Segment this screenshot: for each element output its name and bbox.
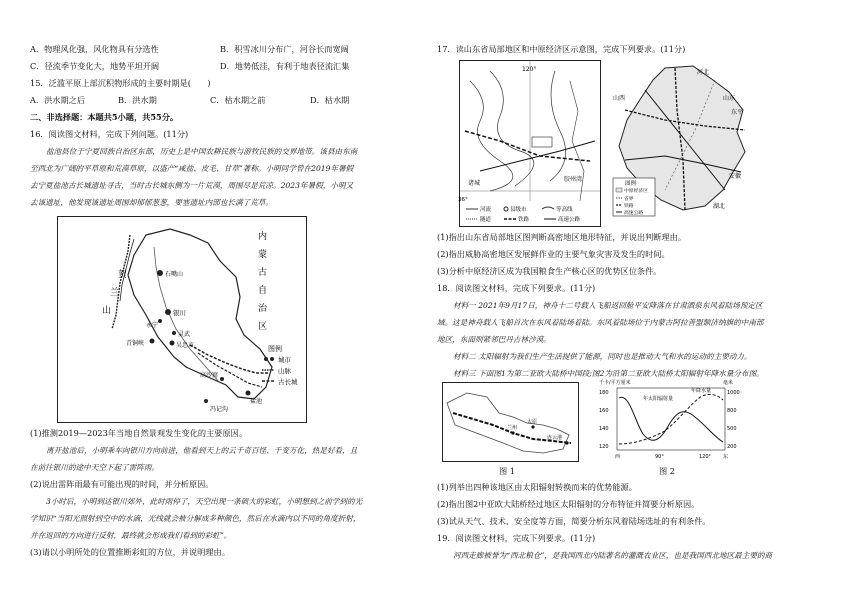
region-label-inner-mongolia: 蒙 [258,250,268,260]
q19-text: 河西走廊被誉为“西北粮仓”，是我国西北内陆著名的灌溉农业区，也是我国西北地区最主要的商 [453,551,773,560]
figure-1-caption: 图 1 [499,466,515,476]
railway-line [465,131,590,161]
series-label-solar: 年太阳辐射量 [643,396,674,402]
region-label-inner-mongolia: 古 [258,268,268,278]
y-right-tick: 200 [727,444,737,450]
ningxia-map-drawing [58,217,306,422]
coastline [570,81,584,201]
q17-stem: 17．读山东省局部地区和中原经济区示意图，完成下列要求。(11分) [437,44,686,54]
great-wall-line [198,353,262,387]
legend-label: 隧道 [480,217,492,223]
q16-stem: 16．阅读图文材料，完成下列问题。(11分) [30,129,189,139]
province-label-anhui: 安徽 [729,173,742,180]
q19-stem: 19．阅读图文材料，完成下列要求。(11分) [437,533,596,543]
series-label-rain: 年降水量 [691,388,712,394]
city-marker [158,319,162,323]
city-box [532,137,552,147]
shandong-map-drawing [460,61,600,226]
latitude-label: 36° [458,197,468,203]
y-left-tick: 180 [599,390,609,396]
q16-material-line: 去该遗址，他发现该遗址周围却郁郁葱葱，要塞遗址内部也长满了荒草。 [30,198,273,207]
region-label-inner-mongolia: 内 [258,232,268,242]
city-marker [246,391,251,396]
y-right-tick: 800 [727,408,737,414]
q18-sub1: (1)列举出四种该地区由太阳辐射转换而来的优势能源。 [437,482,637,492]
legend-label: 铁路 [624,204,634,209]
q14-options-row1 [30,44,349,55]
province-label-hebei: 河北 [697,69,710,76]
q18-material1-line: 地区，东面则紧邻巴丹吉林沙漠。 [437,335,551,344]
city-marker [511,431,514,434]
legend-title: 图例 [268,345,282,353]
ningxia-map [57,216,307,423]
city-marker [220,377,224,381]
city-marker [204,399,208,403]
q17-sub2: (2)指出威胁高密地区发展鲜作业的主要气象灾害及发生的时间。 [437,249,670,259]
x-tick: 东 [723,454,729,460]
place-label-dongping: 东平 [731,109,744,116]
legend-city-icon [264,357,268,361]
y-left-tick: 120 [599,444,609,450]
q16-sub3: (3)请以小明所处的位置推断彩虹的方位，并说明理由。 [30,547,230,557]
city-marker [150,339,155,344]
q18-material2: 材料二 太阳辐射为我们生产生活提供了能源，同时也是推动大气和水的运动的主要动力。 [453,352,752,361]
city-label-yinchuan: 银川 [173,309,186,317]
q18-stem: 18．阅读图文材料，完成下列要求。(11分) [437,283,596,293]
y-left-axis-label: 千卡/平方厘米 [599,380,631,386]
q17-sub1: (1)指出山东省局部地区图判断高密地区地形特征，并说出判断理由。 [437,232,687,242]
legend-city-label: 城市 [278,356,291,364]
city-marker [170,341,175,346]
city-marker [165,309,171,315]
city-label-lingwu: 灵武 [178,331,191,338]
city-label-shizuishan: 石嘴山 [165,271,184,278]
q18-material1-line: 材料一 2021年9月17日，神舟十二号载人飞船返回舱平安降落在甘肃酒泉东风着陆场预定区 [453,301,763,310]
q16-para3-line: 并在返回的方向进行反射，最终就会形成我们看到的彩虹”。 [30,531,232,540]
longitude-label: 120° [522,66,537,73]
q18-sub3: (3)试从天气、技术、安全度等方面，简要分析东风着陆场选址的有利条件。 [437,516,711,526]
q16-para3-line: 学知识“当阳光照射到空中的水滴，光线就会被分解成多种颜色，然后在水滴内以不同的角度折射， [30,514,361,523]
place-label-majigou: 冯记沟 [210,406,229,413]
y-right-tick: 500 [727,426,737,432]
section-2-heading: 二、非选择题：本题共5小题，共55分。 [30,112,179,122]
legend-label: 中原经济区 [624,189,648,194]
city-label-qingtongxia: 青铜峡 [126,340,145,347]
figure-1-map [442,382,579,462]
q18-sub2: (2)指出图2中亚欧大陆桥经过地区太阳辐射的分布特征并简要分析原因。 [437,499,700,509]
province-label-shandong: 山东 [723,95,736,102]
legend-label: 省界 [624,197,634,202]
q15-option-b[interactable]: B．洪水期 [118,95,157,105]
contour-line [490,71,534,186]
q14-options-row2 [30,61,350,72]
province-label-hubei: 湖北 [713,203,726,210]
x-tick: 西 [615,454,621,460]
q18-material3: 材料三 下面图1为第二亚欧大陆桥中国段;图2为沿第二亚欧大陆桥太阳辐射年降水量分布图。 [453,369,764,378]
city-label-yanchi: 盐池 [250,398,263,405]
solar-radiation-curve [619,397,723,442]
region-label-inner-mongolia: 区 [258,322,268,332]
helan-mountain-ridge [112,235,130,329]
q16-para3-line: 3小时后，小明到达银川郊外，此时雨停了，天空出现一条硕大的彩虹，小明想到之前学到的光 [46,497,363,506]
q15-option-c[interactable]: C．枯水期之前 [210,95,266,105]
q16-material-line: 去宁夏盐池古长城遗址寻古，当时古长城东侧为一片荒漠，周围尽是荒凉。2023年暑假，小明又 [30,181,354,190]
helan-label: 兰 [110,288,120,298]
legend-mountain-label: 山脉 [278,367,291,375]
mapB-legend [613,178,655,216]
city-marker [172,331,176,335]
x-tick: 120° [699,454,712,460]
legend-zone-icon [616,188,622,192]
q15-options [30,95,350,106]
q16-sub2: (2)说出雷阵雨最有可能出现的时间，并分析原因。 [30,479,214,489]
legend-label: 河流 [480,207,492,213]
legend-city-icon [270,357,274,361]
figure-1-drawing [443,383,578,461]
q14-option-d[interactable]: D．地势低洼，有利于地表径流汇集 [220,61,350,71]
y-right-axis-label: 毫米 [723,380,734,386]
y-left-tick: 160 [599,408,609,414]
q14-option-a[interactable]: A．物理风化强，风化物具有分选性 [30,44,159,54]
central-plains-drawing [605,60,753,225]
city-label-lanzhou: 兰州 [507,425,518,431]
legend-label: 高速公路 [624,211,644,216]
city-label-wuzhong: 吴忠市 [176,342,195,349]
helan-label: 山 [102,306,112,316]
central-plains-map [605,60,753,225]
legend-city-icon [504,207,508,211]
q15-option-d[interactable]: D．枯水期 [310,95,350,105]
shandong-local-map [459,60,601,227]
q14-option-b[interactable]: B．积雪冰川分布广，河谷长而宽阔 [220,44,349,54]
place-label-gaoshawo: 高沙窝 [200,372,219,379]
helan-label: 贺 [118,270,128,280]
figure-2-caption: 图 2 [659,466,675,476]
legend-label: 高速公路 [558,217,581,223]
place-label-jiaozhouwan: 胶州湾 [564,176,583,183]
city-label-taiyuan: 太原 [527,419,538,425]
legend-label: 县级市 [510,207,527,213]
q16-para2-line: 离开盐池后，小明乘车向银川方向前进，他看到天上的云千奇百怪、千变万化，热是好看，且 [46,446,358,455]
map-legend [262,344,298,386]
province-label-shanxi: 山西 [613,95,626,102]
legend-wall-label: 古长城 [278,378,298,386]
q18-material1-line: 域。这是神舟载人飞船首次在东风着陆场着陆。东风着陆场位于内蒙古阿拉善盟额济纳旗的中南部 [437,318,764,327]
legend-label: 等高线 [556,207,573,213]
city-marker [531,425,534,428]
y-left-tick: 140 [599,426,609,432]
q14-option-c[interactable]: C．径流季节变化大，地势平坦开阔 [30,61,160,71]
legend-contour-icon [542,207,554,209]
city-marker [157,270,163,276]
city-label-lianyungang: 连云港 [547,435,563,441]
place-label-zhucheng: 诸城 [468,180,481,187]
q15-stem: 15．泛滥平原上部沉积物形成的主要时期是( ) [30,78,211,88]
x-tick: 90° [655,454,664,460]
figure-2-chart-svg [595,378,745,466]
q16-sub1: (1)推测2019—2023年当地自然景观发生变化的主要原因。 [30,428,248,438]
great-wall-line [190,345,268,373]
city-marker [565,441,568,444]
river-line [550,71,566,181]
yellow-river [154,247,220,383]
region-label-inner-mongolia: 治 [258,304,268,314]
contour-line [470,81,513,191]
y-right-tick: 1000 [727,390,740,396]
china-region-outline [447,393,569,453]
city-label-yongning: 永宁 [146,322,159,329]
q17-sub3: (3)分析中原经济区成为我国粮食生产核心区的优势区位条件。 [437,266,662,276]
legend-label: 铁路 [518,217,530,223]
q15-option-a[interactable]: A．洪水期之后 [30,95,86,105]
mapA-legend [466,205,581,223]
q16-para2-line: 在前往银川的途中天空下起了雷阵雨。 [30,463,160,472]
figure-2-chart [595,378,745,466]
region-label-inner-mongolia: 自 [258,286,268,296]
legend-title: 图例 [625,181,637,187]
q16-material-line: 盐池县位于宁夏回族自治区东部，历史上是中国农耕民族与游牧民族的交界地带。该县由东南 [46,147,358,156]
q16-material-line: 至西北为广阔的平草原和荒漠草原，以盛产“咸盐、皮毛、甘草”著称。小明同学曾在2019年暑假 [30,164,354,173]
